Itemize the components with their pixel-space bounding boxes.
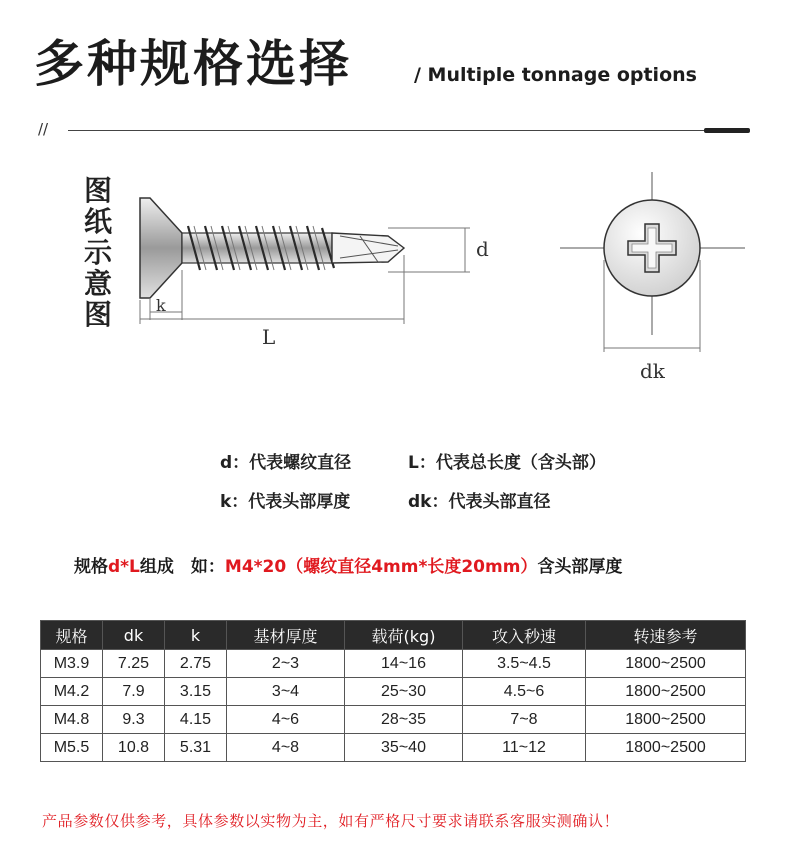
table-cell: 3~4 (227, 678, 345, 706)
spec-format-line (74, 552, 622, 577)
legend-k: k：代表头部厚度 (220, 492, 351, 512)
legend-d: d：代表螺纹直径 (220, 453, 352, 473)
table-cell: M4.2 (41, 678, 103, 706)
table-cell: 7.25 (103, 650, 165, 678)
spec-table (40, 620, 746, 762)
spec-middle: 组成 如： (139, 557, 225, 577)
table-cell: M5.5 (41, 734, 103, 762)
table-cell: M3.9 (41, 650, 103, 678)
table-row (41, 650, 746, 678)
table-header-cell: 转速参考 (586, 621, 746, 650)
table-cell: 7.9 (103, 678, 165, 706)
divider-mark: // (38, 120, 49, 138)
label-dk: dk (640, 359, 665, 383)
table-cell: 1800~2500 (586, 706, 746, 734)
table-cell: 9.3 (103, 706, 165, 734)
diagram-side-label: 图纸示意图 (83, 174, 112, 331)
table-row (41, 706, 746, 734)
disclaimer-text: 产品参数仅供参考，具体参数以实物为主，如有严格尺寸要求请联系客服实测确认！ (42, 812, 620, 830)
table-cell: 1800~2500 (586, 650, 746, 678)
table-row (41, 734, 746, 762)
table-header-row (41, 621, 746, 650)
legend-L: L：代表总长度（含头部） (408, 453, 606, 473)
table-header-cell: 攻入秒速 (463, 621, 586, 650)
table-cell: 4~8 (227, 734, 345, 762)
table-cell: 4.5~6 (463, 678, 586, 706)
table-cell: 7~8 (463, 706, 586, 734)
screw-diagram (0, 0, 790, 420)
label-L: L (262, 325, 276, 349)
table-cell: 3.5~4.5 (463, 650, 586, 678)
spec-highlight-example: M4*20（螺纹直径4mm*长度20mm） (224, 557, 538, 577)
table-cell: 14~16 (345, 650, 463, 678)
table-cell: 35~40 (345, 734, 463, 762)
table-cell: 4.15 (165, 706, 227, 734)
table-header-cell: 载荷(kg) (345, 621, 463, 650)
table-header-cell: 基材厚度 (227, 621, 345, 650)
table-header-cell: dk (103, 621, 165, 650)
table-cell: 4~6 (227, 706, 345, 734)
table-cell: 10.8 (103, 734, 165, 762)
table-cell: 1800~2500 (586, 734, 746, 762)
table-header-cell: k (165, 621, 227, 650)
label-d: d (476, 237, 489, 261)
spec-suffix: 含头部厚度 (537, 557, 623, 577)
table-row (41, 678, 746, 706)
table-cell: 25~30 (345, 678, 463, 706)
table-cell: M4.8 (41, 706, 103, 734)
screw-side-view (140, 198, 404, 298)
table-cell: 2~3 (227, 650, 345, 678)
table-cell: 28~35 (345, 706, 463, 734)
table-cell: 11~12 (463, 734, 586, 762)
table-cell: 3.15 (165, 678, 227, 706)
page-title: 多种规格选择 (34, 35, 352, 93)
table-cell: 5.31 (165, 734, 227, 762)
table-header-cell: 规格 (41, 621, 103, 650)
screw-top-view (560, 172, 745, 335)
legend-dk: dk：代表头部直径 (408, 492, 551, 512)
spec-highlight-format: d*L (108, 557, 140, 577)
label-k: k (156, 296, 166, 315)
spec-prefix: 规格 (74, 557, 108, 577)
table-cell: 2.75 (165, 650, 227, 678)
table-cell: 1800~2500 (586, 678, 746, 706)
page-subtitle: / Multiple tonnage options (414, 64, 697, 86)
